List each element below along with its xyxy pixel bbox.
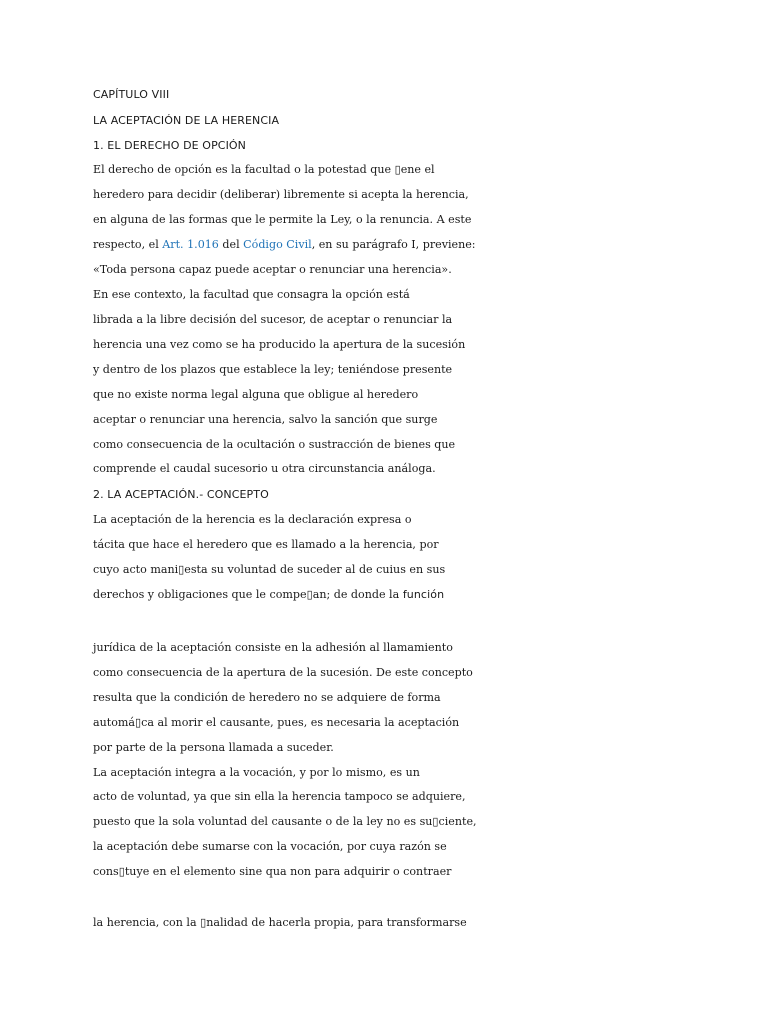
text-line: librada a la libre decisión del sucesor, de aceptar o renunciar la — [93, 313, 453, 326]
text-line: en alguna de las formas que le permite la Ley, o la renuncia. A este — [93, 213, 472, 226]
chapter-title: CAPÍTULO VIII — [93, 88, 170, 101]
text-line: que no existe norma legal alguna que obligue al heredero — [93, 388, 419, 401]
text-line: herencia una vez como se ha producido la apertura de la sucesión — [93, 338, 466, 351]
article-link[interactable]: Art. 1.016 — [162, 238, 219, 251]
text-line: cuyo acto mani▯esta su voluntad de suceder al de cuius en sus — [93, 563, 446, 576]
text-line: acto de voluntad, ya que sin ella la herencia tampoco se adquiere, — [93, 790, 466, 803]
chapter-subtitle: LA ACEPTACIÓN DE LA HERENCIA — [93, 114, 280, 127]
text-line — [93, 588, 444, 601]
text-line: como consecuencia de la apertura de la sucesión. De este concepto — [93, 666, 473, 679]
text-segment: , en su parágrafo I, previene: — [311, 238, 476, 251]
text-line: En ese contexto, la facultad que consagra la opción está — [93, 288, 410, 301]
text-line: como consecuencia de la ocultación o sustracción de bienes que — [93, 438, 456, 451]
text-line: heredero para decidir (deliberar) libremente si acepta la herencia, — [93, 188, 469, 201]
text-line: aceptar o renunciar una herencia, salvo la sanción que surge — [93, 413, 438, 426]
text-segment: del — [218, 238, 244, 251]
text-line: resulta que la condición de heredero no se adquiere de forma — [93, 691, 441, 704]
text-line: por parte de la persona llamada a suceder. — [93, 741, 334, 754]
text-line: «Toda persona capaz puede aceptar o renunciar una herencia». — [93, 263, 452, 276]
section-heading-aceptacion: 2. LA ACEPTACIÓN.- CONCEPTO — [93, 488, 269, 501]
text-line: y dentro de los plazos que establece la ley; teniéndose presente — [93, 363, 453, 376]
text-line: La aceptación de la herencia es la declaración expresa o — [93, 513, 412, 526]
text-line: cons▯tuye en el elemento sine qua non para adquirir o contraer — [93, 865, 452, 878]
text-line: comprende el caudal sucesorio u otra circunstancia análoga. — [93, 462, 436, 475]
text-segment: derechos y obligaciones que le compe▯an; de donde la — [93, 588, 400, 601]
codigo-civil-link[interactable]: Código Civil — [243, 238, 312, 251]
text-line: La aceptación integra a la vocación, y por lo mismo, es un — [93, 766, 420, 779]
text-line: automá▯ca al morir el causante, pues, es necesaria la aceptación — [93, 716, 460, 729]
text-line: jurídica de la aceptación consiste en la adhesión al llamamiento — [93, 641, 453, 654]
text-line: la aceptación debe sumarse con la vocación, por cuya razón se — [93, 840, 447, 853]
text-segment: función — [399, 588, 445, 601]
text-line: la herencia, con la ▯nalidad de hacerla propia, para transformarse — [93, 916, 467, 929]
section-heading-opcion: 1. EL DERECHO DE OPCIÓN — [93, 139, 247, 152]
text-line: tácita que hace el heredero que es llamado a la herencia, por — [93, 538, 439, 551]
text-line: El derecho de opción es la facultad o la potestad que ▯ene el — [93, 163, 435, 176]
text-line-with-links — [93, 238, 476, 251]
text-segment: respecto, el — [93, 238, 163, 251]
text-line: puesto que la sola voluntad del causante o de la ley no es su▯ciente, — [93, 815, 477, 828]
